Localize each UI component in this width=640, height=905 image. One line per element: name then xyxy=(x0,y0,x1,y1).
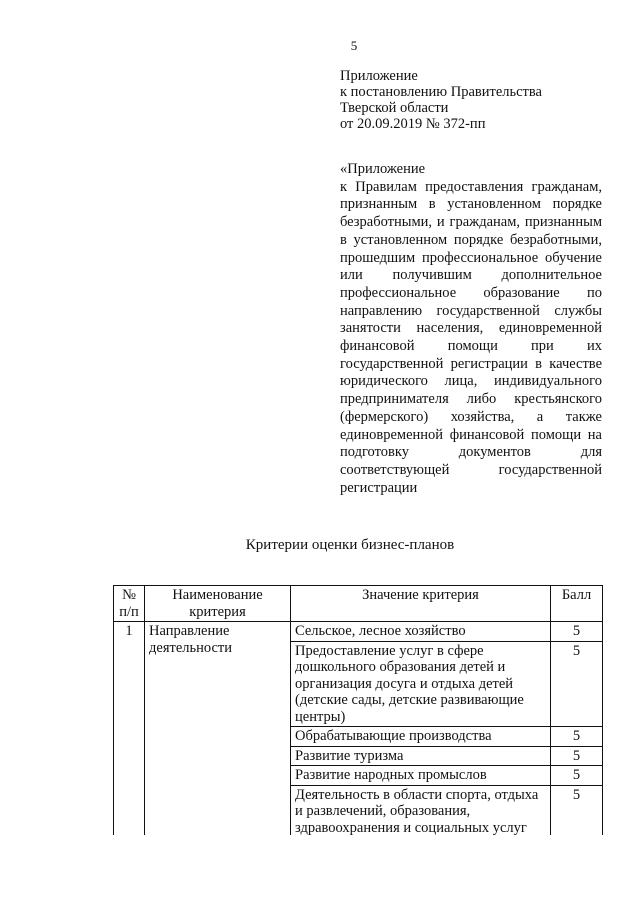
rules-appendix-header xyxy=(340,161,602,497)
criterion-score: 5 xyxy=(551,622,603,642)
table-header-row xyxy=(114,586,603,622)
appendix-header xyxy=(340,68,610,132)
criterion-score: 5 xyxy=(551,641,603,727)
appendix-line: Тверской области xyxy=(340,100,449,116)
rules-appendix-first-line: «Приложение xyxy=(340,161,426,177)
appendix-line: от 20.09.2019 № 372-пп xyxy=(340,116,486,132)
criterion-value: Обрабатывающие производства xyxy=(291,727,551,747)
criterion-score: 5 xyxy=(551,766,603,786)
criterion-value: Сельское, лесное хозяйство xyxy=(291,622,551,642)
criterion-value: Развитие народных промыслов xyxy=(291,766,551,786)
criterion-value: Развитие туризма xyxy=(291,746,551,766)
row-criterion-name: Направление деятельности xyxy=(145,622,291,838)
criterion-score: 5 xyxy=(551,785,603,838)
criterion-score: 5 xyxy=(551,727,603,747)
criterion-value: Предоставление услуг в сфере дошкольного образования детей и организация досуга и отдыха детей (детские сады, детские развивающие центры) xyxy=(291,641,551,727)
table-row xyxy=(114,622,603,642)
row-num: 1 xyxy=(114,622,145,838)
document-title: Критерии оценки бизнес-планов xyxy=(245,537,455,553)
header-name: Наименование критерия xyxy=(145,586,291,622)
page-bottom-margin xyxy=(0,835,640,905)
page-number: 5 xyxy=(350,38,358,53)
appendix-line: к постановлению Правительства xyxy=(340,84,542,100)
criterion-value: Деятельность в области спорта, отдыха и развлечений, образования, здравоохранения и социальных услуг xyxy=(291,785,551,838)
header-num: № п/п xyxy=(114,586,145,622)
appendix-line: Приложение xyxy=(340,68,418,84)
criterion-score: 5 xyxy=(551,746,603,766)
rules-appendix-body: к Правилам предоставления гражданам, признанным в установленном порядке безработными, и гражданам, признанным в установленном порядке безработными, прошедшим профессиональное обучение или получившим дополнительное профессиональное образование по направлению государственной службы занятости населения, единовременной финансовой помощи при их государственной регистрации в качестве юридического лица, индивидуального предпринимателя либо крестьянского (фермерского) хозяйства, а также единовременной финансовой помощи на подготовку документов для соответствующей государственной регистрации xyxy=(340,178,602,496)
header-value: Значение критерия xyxy=(291,586,551,622)
header-score: Балл xyxy=(551,586,603,622)
criteria-table xyxy=(113,585,603,838)
